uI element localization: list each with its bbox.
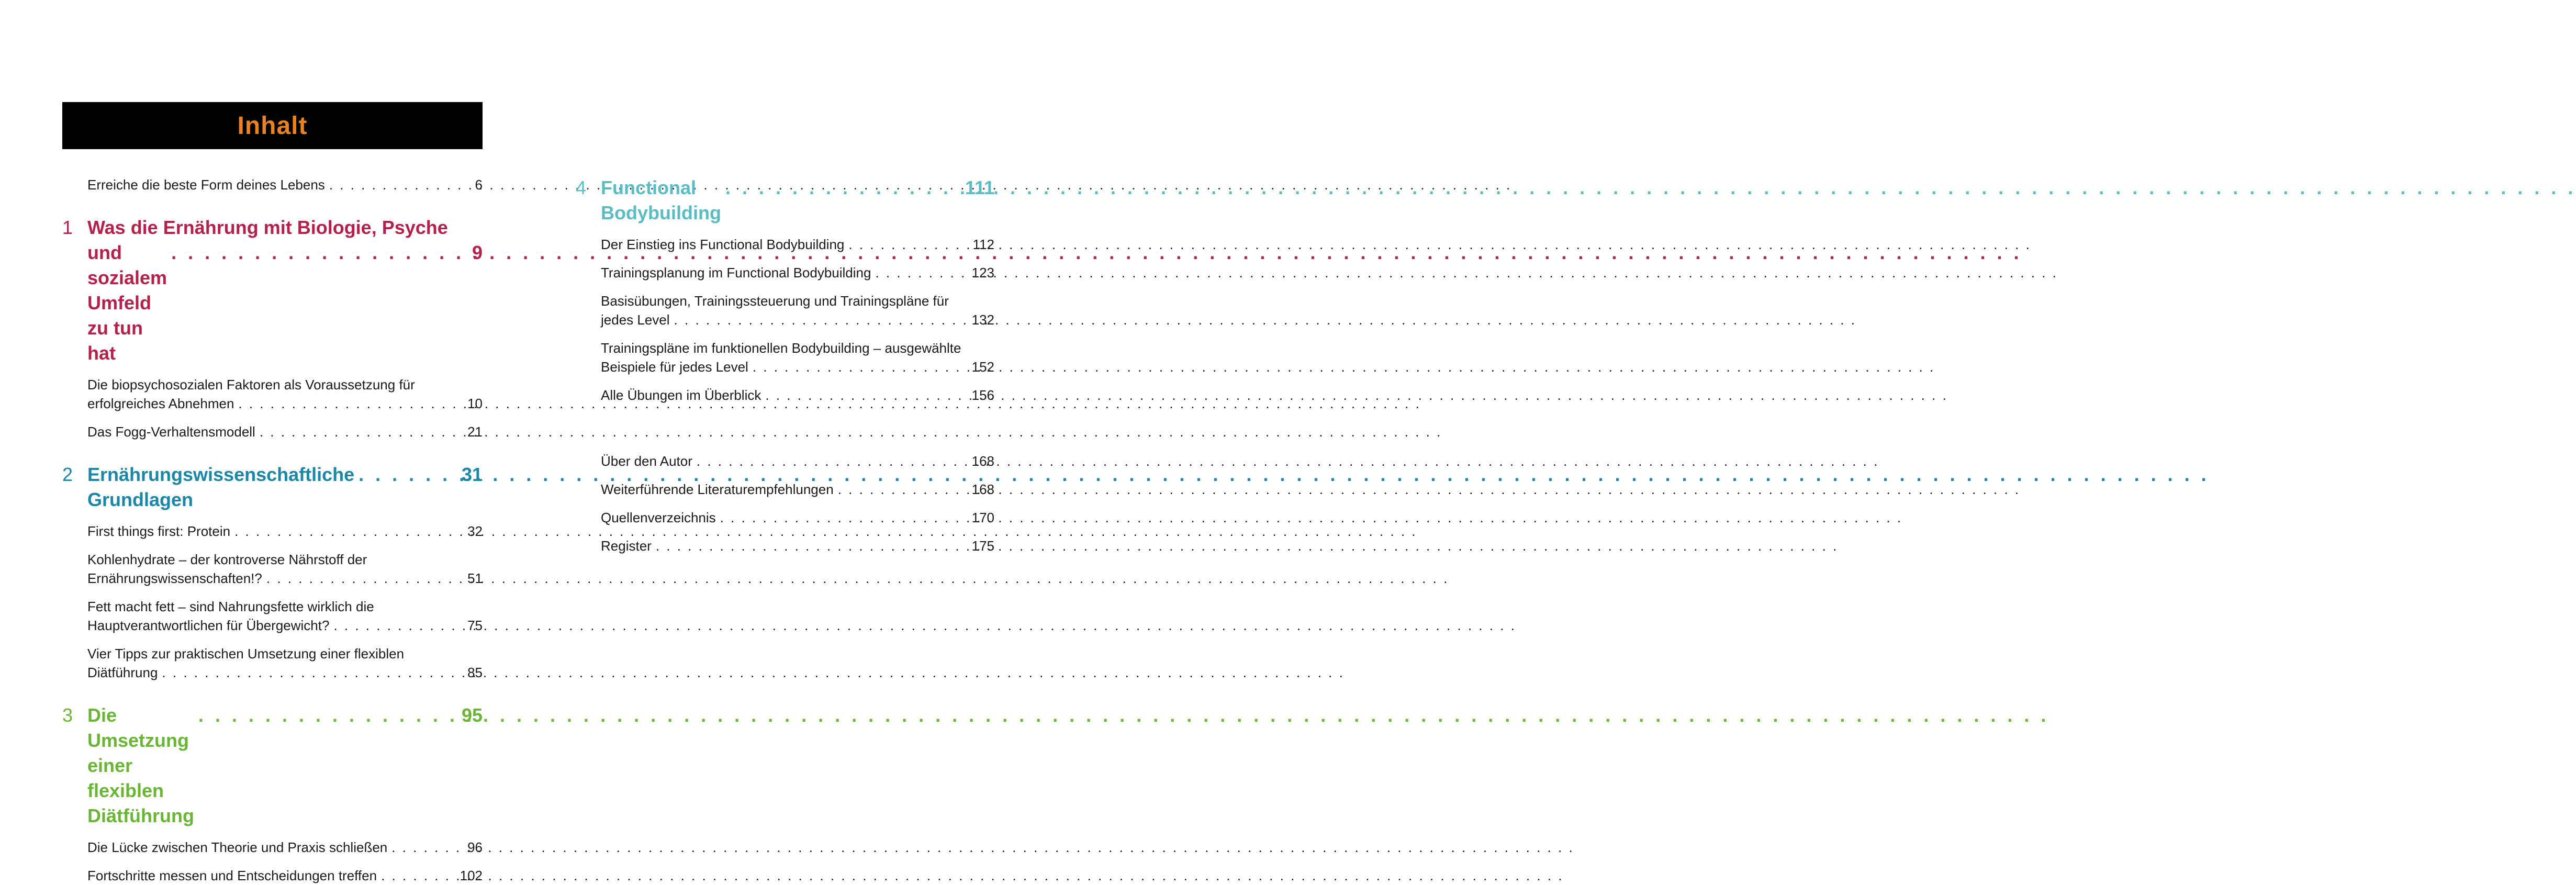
toc-appendix-entry[interactable] bbox=[576, 452, 994, 470]
chapter-2-heading[interactable] bbox=[62, 462, 483, 512]
entry-title-line2: jedes Level bbox=[601, 312, 670, 328]
entry-title-line2: Ernährungswissenschaften!? bbox=[87, 570, 262, 586]
toc-entry-intro[interactable] bbox=[62, 175, 483, 194]
entry-title-line1: Fett macht fett – sind Nahrungsfette wirklich die bbox=[87, 599, 374, 614]
entry-page: 132 bbox=[971, 312, 994, 328]
toc-entry[interactable] bbox=[576, 386, 994, 405]
chapter-1-heading[interactable] bbox=[62, 215, 483, 366]
entry-title-line2: Beispiele für jedes Level bbox=[601, 359, 748, 375]
chapter-title: Functional Bodybuilding bbox=[601, 177, 721, 223]
chapter-number: 4 bbox=[576, 177, 587, 198]
entry-page: 168 bbox=[971, 481, 994, 497]
chapter-page: 9 bbox=[472, 242, 483, 263]
entry-title-line1: Basisübungen, Trainingssteuerung und Trainingspläne für bbox=[601, 293, 949, 309]
chapter-page: 95 bbox=[461, 704, 483, 726]
entry-title: Quellenverzeichnis bbox=[601, 510, 716, 525]
entry-title: Alle Übungen im Überblick bbox=[601, 387, 761, 403]
toc-appendix-entry[interactable] bbox=[576, 508, 994, 527]
chapter-title-line1: Was die Ernährung mit Biologie, Psyche bbox=[87, 217, 448, 238]
toc-entry[interactable] bbox=[576, 292, 994, 329]
entry-title: Fortschritte messen und Entscheidungen treffen bbox=[87, 868, 377, 883]
entry-page: 21 bbox=[467, 424, 483, 440]
entry-page: 102 bbox=[460, 868, 483, 883]
chapter-page: 31 bbox=[461, 464, 483, 485]
entry-title: Register bbox=[601, 538, 652, 554]
entry-title-line2: erfolgreiches Abnehmen bbox=[87, 396, 234, 411]
entry-title: Erreiche die beste Form deines Lebens bbox=[87, 177, 325, 193]
chapter-3-heading[interactable] bbox=[62, 703, 483, 828]
toc-entry[interactable] bbox=[62, 522, 483, 541]
entry-page: 6 bbox=[475, 177, 483, 193]
chapter-title-line2: und sozialem Umfeld zu tun hat bbox=[87, 242, 167, 364]
toc-appendix-entry[interactable] bbox=[576, 480, 994, 499]
toc-title: Inhalt bbox=[237, 111, 308, 140]
entry-title-line2: Diätführung bbox=[87, 665, 158, 680]
entry-title: Weiterführende Literaturempfehlungen bbox=[601, 481, 834, 497]
chapter-page: 111 bbox=[965, 177, 994, 198]
toc-left-column bbox=[62, 175, 483, 885]
entry-title-line1: Vier Tipps zur praktischen Umsetzung einer flexiblen bbox=[87, 646, 405, 662]
toc-entry[interactable] bbox=[62, 597, 483, 635]
entry-title-line1: Kohlenhydrate – der kontroverse Nährstoff der bbox=[87, 552, 367, 567]
chapter-number: 3 bbox=[62, 704, 73, 726]
chapter-title: Die Umsetzung einer flexiblen Diätführung bbox=[87, 704, 194, 826]
entry-title-line1: Trainingspläne im funktionellen Bodybuilding – ausgewählte bbox=[601, 340, 961, 356]
toc-entry[interactable] bbox=[62, 644, 483, 682]
toc-entry[interactable] bbox=[576, 263, 994, 282]
chapter-number: 2 bbox=[62, 464, 73, 485]
entry-title: Trainingsplanung im Functional Bodybuilding bbox=[601, 265, 871, 281]
toc-entry[interactable] bbox=[576, 235, 994, 254]
entry-page: 75 bbox=[467, 618, 483, 633]
entry-title: Das Fogg-Verhaltensmodell bbox=[87, 424, 255, 440]
toc-entry[interactable] bbox=[62, 375, 483, 413]
entry-title: Über den Autor bbox=[601, 453, 692, 469]
chapter-title: Ernährungswissenschaftliche Grundlagen bbox=[87, 464, 355, 510]
toc-entry[interactable] bbox=[62, 866, 483, 885]
entry-page: 156 bbox=[971, 387, 994, 403]
entry-title: Der Einstieg ins Functional Bodybuilding bbox=[601, 237, 845, 252]
chapter-number: 1 bbox=[62, 217, 73, 238]
entry-page: 152 bbox=[971, 359, 994, 375]
toc-right-column bbox=[576, 175, 994, 555]
entry-title-line1: Die biopsychosozialen Faktoren als Voraussetzung für bbox=[87, 377, 415, 393]
entry-title: Die Lücke zwischen Theorie und Praxis schließen bbox=[87, 839, 388, 855]
entry-page: 85 bbox=[467, 665, 483, 680]
toc-entry[interactable] bbox=[62, 838, 483, 857]
entry-page: 170 bbox=[971, 510, 994, 525]
entry-page: 51 bbox=[467, 570, 483, 586]
toc-appendix-entry[interactable] bbox=[576, 536, 994, 555]
entry-page: 96 bbox=[467, 839, 483, 855]
toc-entry[interactable] bbox=[62, 422, 483, 441]
chapter-4-heading[interactable] bbox=[576, 175, 994, 226]
toc-title-bar bbox=[62, 102, 483, 149]
toc-entry[interactable] bbox=[62, 550, 483, 588]
entry-title-line2: Hauptverantwortlichen für Übergewicht? bbox=[87, 618, 330, 633]
entry-page: 175 bbox=[971, 538, 994, 554]
entry-page: 10 bbox=[467, 396, 483, 411]
entry-page: 123 bbox=[971, 265, 994, 281]
entry-page: 32 bbox=[467, 523, 483, 539]
toc-entry[interactable] bbox=[576, 339, 994, 376]
entry-page: 168 bbox=[971, 453, 994, 469]
entry-title: First things first: Protein bbox=[87, 523, 231, 539]
entry-page: 112 bbox=[972, 237, 994, 252]
